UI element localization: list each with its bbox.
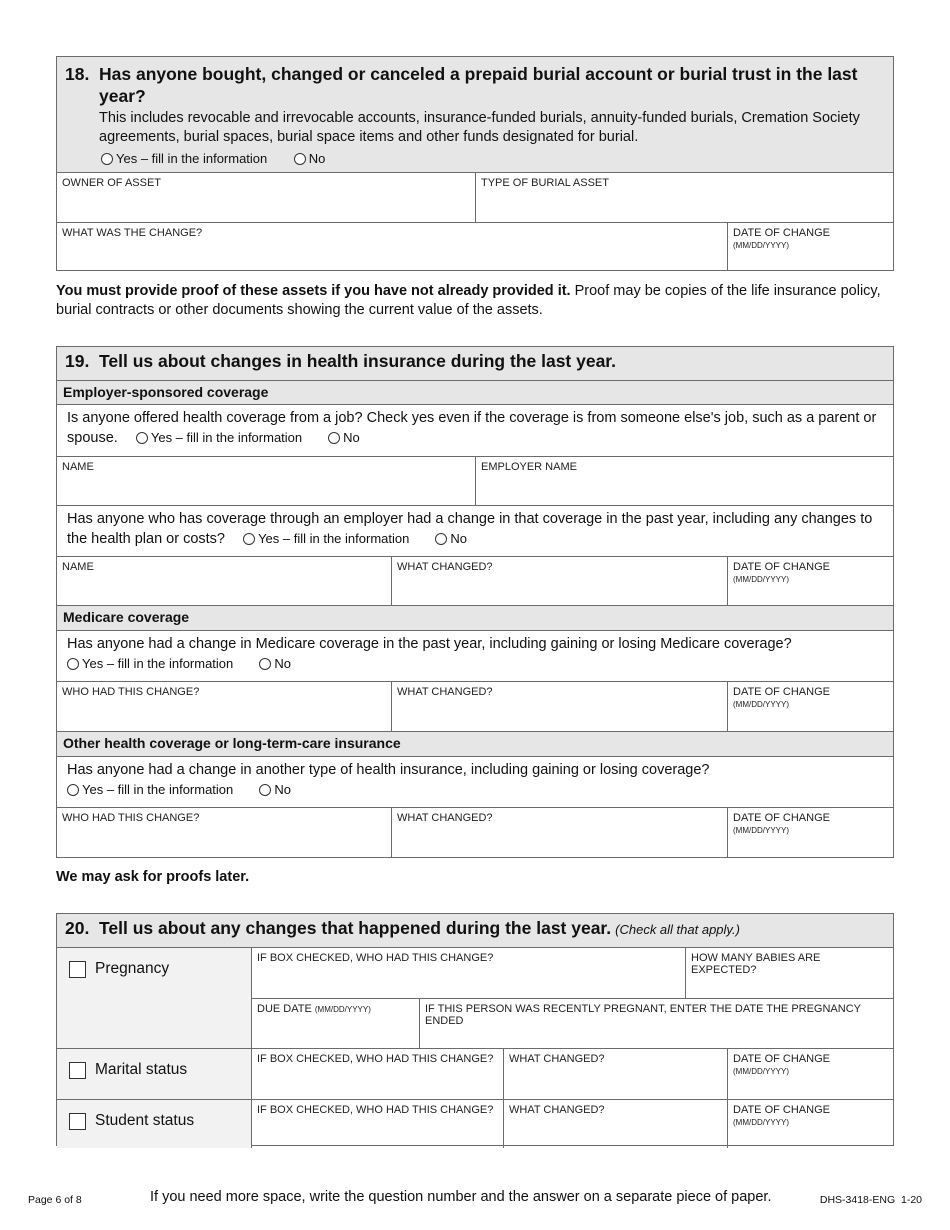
pregnancy-option[interactable] [57,948,252,1048]
owner-of-asset-field[interactable] [57,173,475,222]
date-format-label: (MM/DD/YYYY) [733,241,789,250]
employer-what-changed-field[interactable] [391,557,727,605]
type-of-burial-asset-field[interactable] [475,173,893,222]
what-changed-label: WHAT CHANGED? [509,1053,605,1065]
what-changed-label: WHAT CHANGED? [397,561,493,573]
question-20-number: 20. [65,918,90,938]
name-label: NAME [62,561,94,573]
medicare-no-radio[interactable] [259,658,271,670]
what-was-the-change-field[interactable] [57,223,727,271]
pregnancy-who-field[interactable] [252,948,685,998]
student-status-checkbox[interactable] [69,1113,86,1130]
due-date-label: DUE DATE [257,1002,312,1015]
employer-coverage-question [57,404,893,456]
proof-note-rest: Proof may be copies of the life insurance policy, burial contracts or other documents showing the current value of the assets. [56,283,881,318]
employer-change-no-label: No [450,531,467,546]
medicare-yes-label: Yes – fill in the information [82,656,234,671]
employer-change-no-option[interactable] [435,529,467,548]
employer-change-yes-option[interactable] [243,529,409,548]
who-checked-label: IF BOX CHECKED, WHO HAD THIS CHANGE? [257,1104,494,1116]
proofs-later-note: We may ask for proofs later. [56,869,250,885]
student-what-changed-field[interactable] [503,1100,727,1148]
marital-who-field[interactable] [252,1049,503,1099]
question-20-section [56,913,894,1146]
what-changed-label: WHAT CHANGED? [397,686,493,698]
other-date-of-change-field[interactable] [727,808,893,857]
proof-note [56,282,896,320]
q18-no-label: No [308,151,326,166]
owner-of-asset-label: OWNER OF ASSET [62,177,162,189]
question-18-description: This includes revocable and irrevocable accounts, insurance-funded burials, annuity-funded burials, Cremation Society agreements, burial spaces, burial space items and other funds designated for burial. [99,110,860,145]
name-label: NAME [62,461,94,473]
date-format-label: (MM/DD/YYYY) [733,700,789,709]
who-checked-label: IF BOX CHECKED, WHO HAD THIS CHANGE? [257,1053,494,1065]
medicare-yes-option[interactable] [67,654,233,673]
date-format-label: (MM/DD/YYYY) [733,575,789,584]
other-yes-label: Yes – fill in the information [82,782,234,797]
employer-name-field[interactable] [475,457,893,505]
employer-change-no-radio[interactable] [435,533,447,545]
other-what-changed-field[interactable] [391,808,727,857]
question-19-title: Tell us about changes in health insurance during the last year. [99,351,617,371]
q18-date-of-change-field[interactable] [727,223,893,271]
employer-yes-radio[interactable] [136,432,148,444]
other-yes-radio[interactable] [67,784,79,796]
medicare-what-changed-field[interactable] [391,682,727,731]
medicare-coverage-heading: Medicare coverage [57,605,893,630]
employer-change-yes-label: Yes – fill in the information [258,531,410,546]
who-had-this-change-label: WHO HAD THIS CHANGE? [62,686,200,698]
date-of-change-label: DATE OF CHANGE [733,686,830,698]
medicare-no-option[interactable] [259,654,291,673]
due-date-format-label: (MM/DD/YYYY) [314,1004,371,1014]
other-coverage-heading: Other health coverage or long-term-care insurance [57,731,893,756]
other-yes-option[interactable] [67,780,233,799]
employer-coverage-heading: Employer-sponsored coverage [57,380,893,404]
student-status-option[interactable] [57,1100,252,1148]
who-had-this-change-label: WHO HAD THIS CHANGE? [62,812,200,824]
medicare-question [57,630,893,681]
other-coverage-question [57,756,893,807]
question-18-number: 18. [65,64,90,84]
proof-note-bold: You must provide proof of these assets if you have not already provided it. [56,283,571,299]
date-format-label: (MM/DD/YYYY) [733,1067,789,1076]
pregnancy-checkbox[interactable] [69,961,86,978]
what-was-the-change-label: WHAT WAS THE CHANGE? [62,227,203,239]
marital-what-changed-field[interactable] [503,1049,727,1099]
form-id: DHS-3418-ENG 1-20 [819,1194,922,1206]
question-19-section [56,346,894,858]
other-no-radio[interactable] [259,784,271,796]
medicare-no-label: No [274,656,291,671]
footer-note: If you need more space, write the question number and the answer on a separate piece of paper. [150,1189,772,1205]
student-date-of-change-field[interactable] [727,1100,893,1148]
employer-date-of-change-field[interactable] [727,557,893,605]
employer-person-name-field[interactable] [57,457,475,505]
employer-no-radio[interactable] [328,432,340,444]
q18-yes-radio[interactable] [101,153,113,165]
q18-no-radio[interactable] [294,153,306,165]
student-status-label: Student status [95,1112,195,1129]
date-of-change-label: DATE OF CHANGE [733,227,830,239]
date-of-change-label: DATE OF CHANGE [733,1053,830,1065]
employer-coverage-question-text: Is anyone offered health coverage from a job? Check yes even if the coverage is from someone else's job, such as a parent or spouse. [67,410,877,446]
date-of-change-label: DATE OF CHANGE [733,1104,830,1116]
question-18-title: Has anyone bought, changed or canceled a prepaid burial account or burial trust in the last year? [99,64,858,106]
employer-change-question-text: Has anyone who has coverage through an employer had a change in that coverage in the past year, including any changes to the health plan or costs? [67,511,873,547]
other-coverage-question-text: Has anyone had a change in another type of health insurance, including gaining or losing coverage? [67,762,710,778]
employer-no-option[interactable] [328,428,360,447]
question-18-section [56,56,894,271]
babies-expected-label: HOW MANY BABIES ARE EXPECTED? [691,952,821,976]
question-20-subtitle: (Check all that apply.) [615,922,740,937]
employer-change-name-field[interactable] [57,557,391,605]
marital-status-option[interactable] [57,1049,252,1099]
other-no-option[interactable] [259,780,291,799]
medicare-who-field[interactable] [57,682,391,731]
question-20-header [57,914,893,947]
type-of-burial-asset-label: TYPE OF BURIAL ASSET [481,177,609,189]
q18-yes-option[interactable] [101,151,267,166]
other-no-label: No [274,782,291,797]
page-number: Page 6 of 8 [28,1194,82,1206]
question-18-header [57,57,893,172]
question-19-header [57,347,893,380]
q18-no-option[interactable] [294,151,326,166]
date-format-label: (MM/DD/YYYY) [733,826,789,835]
marital-status-checkbox[interactable] [69,1062,86,1079]
other-who-field[interactable] [57,808,391,857]
employer-change-yes-radio[interactable] [243,533,255,545]
employer-change-question [57,505,893,556]
employer-yes-option[interactable] [136,428,302,447]
who-checked-label: IF BOX CHECKED, WHO HAD THIS CHANGE? [257,952,494,964]
employer-yes-label: Yes – fill in the information [150,430,303,445]
q18-yes-label: Yes – fill in the information [116,151,268,166]
what-changed-label: WHAT CHANGED? [397,812,493,824]
date-format-label: (MM/DD/YYYY) [733,1118,789,1127]
marital-date-of-change-field[interactable] [727,1049,893,1099]
question-20-title: Tell us about any changes that happened during the last year. [99,918,612,938]
pregnancy-label: Pregnancy [95,960,170,977]
question-19-number: 19. [65,351,90,371]
employer-no-label: No [343,430,360,445]
employer-name-label: EMPLOYER NAME [481,461,577,473]
pregnancy-ended-label: IF THIS PERSON WAS RECENTLY PREGNANT, ENTER THE DATE THE PREGNANCY ENDED [425,1002,861,1027]
medicare-date-of-change-field[interactable] [727,682,893,731]
pregnancy-ended-date-field[interactable] [419,999,893,1049]
babies-expected-field[interactable] [685,948,893,998]
marital-status-label: Marital status [95,1061,188,1078]
medicare-question-text: Has anyone had a change in Medicare coverage in the past year, including gaining or losing Medicare coverage? [67,636,792,652]
student-who-field[interactable] [252,1100,503,1148]
what-changed-label: WHAT CHANGED? [509,1104,605,1116]
due-date-field[interactable] [252,999,419,1049]
medicare-yes-radio[interactable] [67,658,79,670]
date-of-change-label: DATE OF CHANGE [733,812,830,824]
date-of-change-label: DATE OF CHANGE [733,561,830,573]
